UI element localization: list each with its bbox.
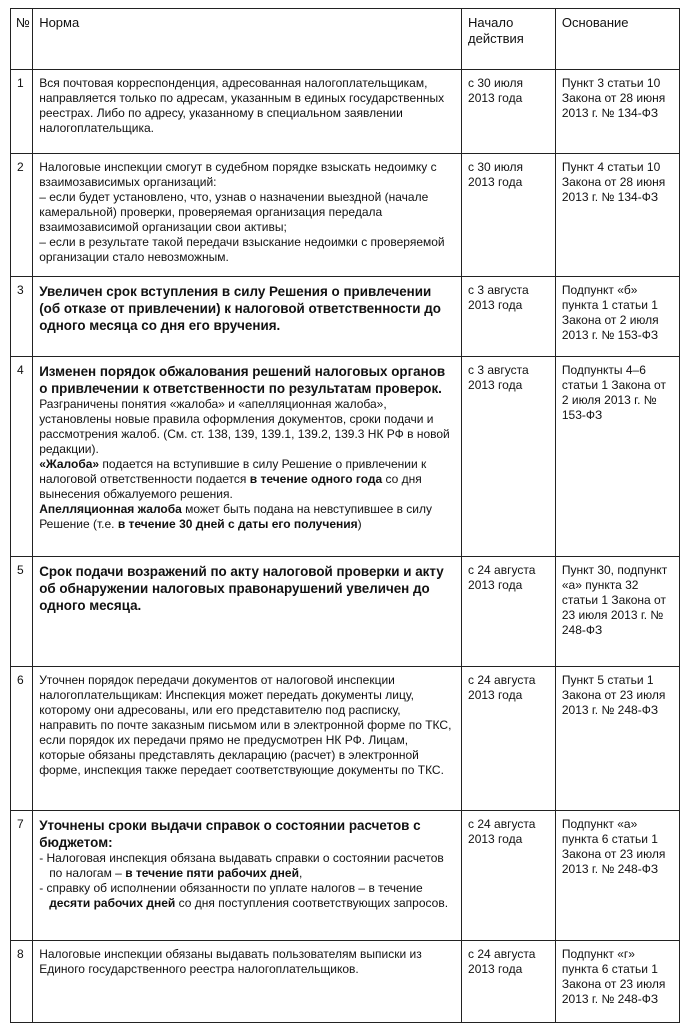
norm-emphasis: в течение одного года xyxy=(249,472,383,486)
table-row xyxy=(11,154,680,277)
row-start-date: с 24 августа 2013 года xyxy=(462,811,556,941)
norm-text: - справку об исполнении обязанности по уплате налогов – в течение xyxy=(39,881,423,895)
norm-text: подается на вступившие в силу Решение о привлечении к налоговой ответственности подается xyxy=(39,457,427,486)
norm-text: ) xyxy=(357,517,362,531)
row-basis: Пункт 3 статьи 10 Закона от 28 июня 2013 г. № 134-ФЗ xyxy=(555,70,679,154)
norm-heading: Уточнены сроки выдачи справок о состоянии расчетов с бюджетом: xyxy=(39,818,421,850)
row-number: 8 xyxy=(11,941,33,1023)
row-number: 1 xyxy=(11,70,33,154)
header-norm: Норма xyxy=(33,9,462,70)
row-basis: Подпункт «б» пункта 1 статьи 1 Закона от 2 июля 2013 г. № 153-ФЗ xyxy=(555,277,679,357)
row-start-date: с 3 августа 2013 года xyxy=(462,277,556,357)
row-norm xyxy=(33,811,462,941)
row-start-date: с 3 августа 2013 года xyxy=(462,357,556,557)
row-start-date: с 24 августа 2013 года xyxy=(462,557,556,667)
row-basis: Подпункт «а» пункта 6 статьи 1 Закона от 23 июля 2013 г. № 248-ФЗ xyxy=(555,811,679,941)
table-row xyxy=(11,277,680,357)
row-number: 3 xyxy=(11,277,33,357)
norm-heading: Срок подачи возражений по акту налоговой проверки и акту об обнаружении налоговых правонарушений увеличен до одного месяца. xyxy=(39,564,444,613)
row-norm xyxy=(33,557,462,667)
norm-text: - Налоговая инспекция обязана выдавать справки о состоянии расчетов по налогам – xyxy=(39,851,444,880)
row-norm: Налоговые инспекции обязаны выдавать пользователям выписки из Единого государственного реестра налогоплательщиков. xyxy=(33,941,462,1023)
norm-heading: Увеличен срок вступления в силу Решения о привлечении (об отказе от привлечении) к налоговой ответственности до одного месяца со дня его вручения. xyxy=(39,284,441,333)
norm-text: со дня вынесения обжалуемого решения. xyxy=(39,472,422,501)
row-norm xyxy=(33,154,462,277)
norm-list-item xyxy=(39,881,455,911)
row-norm xyxy=(33,357,462,557)
table-row xyxy=(11,941,680,1023)
norm-paragraph xyxy=(39,457,455,502)
row-number: 4 xyxy=(11,357,33,557)
row-norm xyxy=(33,277,462,357)
norm-emphasis: в течение 30 дней с даты его получения xyxy=(117,517,358,531)
row-number: 2 xyxy=(11,154,33,277)
norm-emphasis: в течение пяти рабочих дней xyxy=(125,866,299,880)
norm-text: может быть подана на невступившее в силу Решение (т.е. xyxy=(39,502,432,531)
norm-list-item: – если в результате такой передачи взыскание недоимки с проверяемой организации стало невозможным. xyxy=(39,235,445,264)
norm-emphasis: «Жалоба» xyxy=(39,457,100,471)
row-basis: Пункт 4 статьи 10 Закона от 28 июня 2013 г. № 134-ФЗ xyxy=(555,154,679,277)
norm-emphasis: Апелляционная жалоба xyxy=(39,502,182,516)
header-start-date: Начало действия xyxy=(462,9,556,70)
row-norm: Уточнен порядок передачи документов от налоговой инспекции налогоплательщикам: Инспекция может передать документы лицу, которому они адресованы, или его представителю под расписку, направить по почте заказным письмом или в электронной форме по ТКС, если порядок их передачи прямо не предусмотрен НК РФ. Лицам, которые обязаны представлять декларацию (расчет) в электронной форме, инспекция также передает соответствующие документы по ТКС. xyxy=(33,667,462,811)
table-row xyxy=(11,557,680,667)
row-start-date: с 24 августа 2013 года xyxy=(462,941,556,1023)
row-number: 7 xyxy=(11,811,33,941)
row-basis: Подпункты 4–6 статьи 1 Закона от 2 июля 2013 г. № 153-ФЗ xyxy=(555,357,679,557)
norm-emphasis: десяти рабочих дней xyxy=(49,896,176,910)
row-start-date: с 30 июля 2013 года xyxy=(462,70,556,154)
header-number: № xyxy=(11,9,33,70)
row-number: 5 xyxy=(11,557,33,667)
row-basis: Пункт 30, подпункт «а» пункта 32 статьи 1 Закона от 23 июля 2013 г. № 248-ФЗ xyxy=(555,557,679,667)
norm-paragraph: Разграничены понятия «жалоба» и «апелляционная жалоба», установлены новые правила оформления документов, сроки подачи и рассмотрения жалоб. (См. ст. 138, 139, 139.1, 139.2, 139.3 НК РФ в новой редакции). xyxy=(39,397,450,456)
row-start-date: с 24 августа 2013 года xyxy=(462,667,556,811)
table-row xyxy=(11,667,680,811)
table-row xyxy=(11,811,680,941)
norm-list-item xyxy=(39,851,455,881)
row-number: 6 xyxy=(11,667,33,811)
norm-text: , xyxy=(298,866,303,880)
row-basis: Пункт 5 статьи 1 Закона от 23 июля 2013 г. № 248-ФЗ xyxy=(555,667,679,811)
row-start-date: с 30 июля 2013 года xyxy=(462,154,556,277)
norm-paragraph xyxy=(39,502,455,532)
norm-list-item: – если будет установлено, что, узнав о назначении выездной (начале камеральной) проверки, проверяемая организация передала взаимозависимой организации свои активы; xyxy=(39,190,429,234)
row-basis: Подпункт «г» пункта 6 статьи 1 Закона от 23 июля 2013 г. № 248-ФЗ xyxy=(555,941,679,1023)
table-row xyxy=(11,70,680,154)
norm-heading: Изменен порядок обжалования решений налоговых органов о привлечении к ответственности по результатам проверок. xyxy=(39,364,446,396)
norm-intro: Налоговые инспекции смогут в судебном порядке взыскать недоимку с взаимозависимых организаций: xyxy=(39,160,437,189)
table-header-row xyxy=(11,9,680,70)
row-norm: Вся почтовая корреспонденция, адресованная налогоплательщикам, направляется только по адресам, указанным в единых государственных реестрах. Либо по адресу, указанному в специальном заявлении налогоплательщика. xyxy=(33,70,462,154)
table-row xyxy=(11,357,680,557)
norm-list xyxy=(39,851,455,911)
norm-text: со дня поступления соответствующих запросов. xyxy=(175,896,449,910)
header-basis: Основание xyxy=(555,9,679,70)
tax-norms-table xyxy=(10,8,680,1023)
